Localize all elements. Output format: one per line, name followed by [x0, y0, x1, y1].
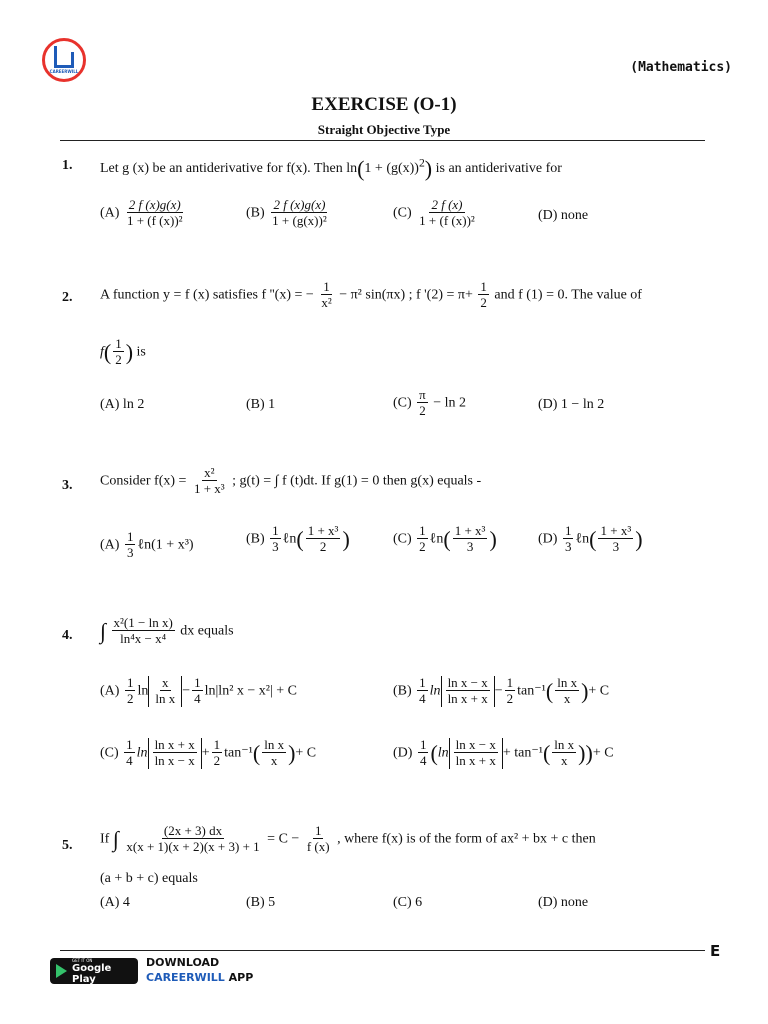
q3-option-c: (C) $\frac{1}{2}$ ℓn( $\frac{\text{1 + x³}}{3}$ ): [393, 523, 497, 555]
q1-option-c: (C) $\frac{2 f (x)}{\text{1 + (f (x))²}}$: [393, 197, 475, 229]
store-name: Google Play: [72, 962, 112, 985]
download-label: DOWNLOAD: [146, 956, 220, 969]
question-number: 2.: [62, 290, 73, 305]
careerwill-logo: [42, 38, 86, 82]
question-5-stem-line2: (a + b + c) equals: [100, 871, 198, 886]
q1-option-d: (D) none: [538, 208, 589, 223]
question-2-stem: A function y = f (x) satisfies f ''(x) = − $\frac{1}{\text{x²}}$ − π² sin(πx) ; f '(2) = π+ $\frac{1}{2}$ and f (1) = 0. The value of: [100, 279, 642, 311]
q1-stem-b: 1 + (g(x)): [364, 161, 419, 177]
play-store-icon: [56, 964, 67, 978]
q4-option-c: (C) $\frac{1}{4}$ ln $\frac{\text{ln x + x}}{\text{ln x − x}}$ + $\frac{1}{2}$ tan⁻¹( $\frac{\text{ln x}}{x}$ )+ C: [100, 737, 317, 769]
q1-stem-a: Let g (x) be an antiderivative for f(x). Then ln: [100, 161, 358, 177]
question-5-stem: If ∫ $\frac{(2x + 3) dx}{x(x + 1)(x + 2)(x + 3) + 1}$ = C − $\frac{1}{f (x)}$ , where f(x) is of the form of ax² + bx + c then: [100, 823, 596, 855]
q2-option-c: (C) $\frac{\pi}{2}$ − ln 2: [393, 387, 467, 419]
q5-option-a: (A) 4: [100, 895, 130, 910]
q2-option-b: (B) 1: [246, 397, 276, 412]
exercise-title: EXERCISE (O-1): [311, 94, 457, 115]
brand-name: CAREERWILL: [146, 971, 225, 984]
question-number: 3.: [62, 478, 73, 493]
q4-option-d: (D) $\frac{1}{4}$ (ln $\frac{\text{ln x − x}}{\text{ln x + x}}$ + tan⁻¹( $\frac{\text{ln x}}{x}$ ))+ C: [393, 737, 614, 769]
q4-option-a: (A) $\frac{1}{2}$ ln $\frac{x}{\text{ln x}}$ − $\frac{1}{4}$ ln|ln² x − x²| + C: [100, 675, 298, 707]
q1-option-a: (A) $\frac{2 f (x)g(x)}{\text{1 + (f (x))²}}$: [100, 197, 183, 229]
subject-label: (Mathematics): [630, 60, 732, 75]
app-word: APP: [228, 971, 254, 984]
q1-option-b: (B) $\frac{2 f (x)g(x)}{\text{1 + (g(x))²}}$: [246, 197, 327, 229]
page-mark: E: [710, 942, 721, 960]
q2-option-a: (A) ln 2: [100, 397, 145, 412]
header-divider: [60, 140, 705, 141]
q4-option-b: (B) $\frac{1}{4}$ ln $\frac{\text{ln x − x}}{\text{ln x + x}}$ − $\frac{1}{2}$ tan⁻¹( $\frac{\text{ln x}}{x}$ )+ C: [393, 675, 610, 707]
q3-option-d: (D) $\frac{1}{3}$ ℓn( $\frac{\text{1 + x³}}{3}$ ): [538, 523, 643, 555]
q2-option-d: (D) 1 − ln 2: [538, 397, 605, 412]
question-number: 5.: [62, 838, 73, 853]
q5-option-b: (B) 5: [246, 895, 276, 910]
google-play-badge[interactable]: [50, 958, 138, 984]
logo-text: CAREERWILL: [49, 69, 79, 74]
q1-stem-c: is an antiderivative for: [435, 161, 562, 177]
exercise-subtitle: Straight Objective Type: [317, 122, 451, 137]
question-2-stem-line2: f( $\frac{1}{2}$ ) is: [100, 336, 146, 368]
q3-option-b: (B) $\frac{1}{3}$ ℓn( $\frac{\text{1 + x³}}{2}$ ): [246, 523, 350, 555]
q3-option-a: (A) $\frac{1}{3}$ ℓn(1 + x³): [100, 529, 194, 561]
store-small-text: GET IT ON: [72, 957, 93, 963]
q5-option-d: (D) none: [538, 895, 589, 910]
question-4-stem: ∫ $\frac{\text{x²(1 − ln x)}}{\text{ln⁴x − x⁴}}$ dx equals: [100, 615, 234, 647]
logo-icon: [54, 52, 74, 68]
footer-divider: [60, 950, 705, 951]
question-1-stem: Let g (x) be an antiderivative for f(x). Then $\ln(1 + (g(x))^2)$ is an antiderivative for: [100, 156, 562, 181]
q5-option-c: (C) 6: [393, 895, 423, 910]
question-3-stem: Consider f(x) = $\frac{\text{x²}}{\text{1 + x³}}$ ; g(t) = ∫ f (t)dt. If g(1) = 0 then g(x) equals -: [100, 465, 482, 497]
app-label: [146, 971, 253, 984]
question-number: 1.: [62, 158, 73, 173]
question-number: 4.: [62, 628, 73, 643]
